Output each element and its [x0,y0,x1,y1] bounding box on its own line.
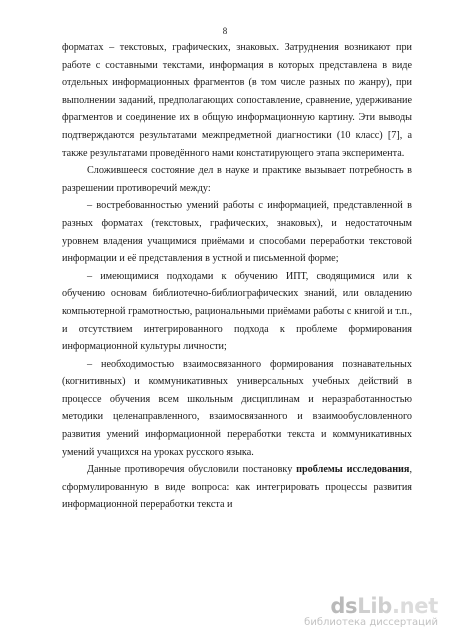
paragraph-difficulties: форматах – текстовых, графических, знаковых. Затруднения возникают при работе с составными текстами, информация в которых представлена в виде отдельных информационных фрагментов (в том числе разных по жанру), при выполнении заданий, предполагающих сопоставление, сравнение, удерживание фрагментов и соединение их в общую информационную картину. Эти выводы подтверждаются результатами межпредметной диагностики (10 класс) [7], а также результатами проведённого нами констатирующего этапа эксперимента. [62,42,412,159]
page-number: 8 [222,26,228,36]
dslib-subtitle: библиотека диссертаций [304,617,438,628]
paragraph-research-problem [62,461,412,514]
research-problem-question: , сформулированную в виде вопроса: как интегрировать процессы развития информационной переработки текста и [62,464,412,511]
dslib-logo: dsLib.net [330,594,438,618]
paragraph-contradiction-3: – необходимостью взаимосвязанного формирования познавательных (когнитивных) и коммуникативных универсальных учебных действий в процессе обучения всем школьным дисциплинам и неразработанностью методики целенаправленного, взаимосвязанного и взаимообусловленного развития умений информационной переработки текста и коммуникативных умений учащихся на уроках русского языка. [62,358,412,458]
paragraph-contradiction-1: – востребованностью умений работы с информацией, представленной в разных форматах (текстовых, графических, знаковых), и недостаточным уровнем владения учащимися приёмами и способами переработки текстовой информации и её представления в устной и письменной форме; [62,200,412,265]
paragraph-contradiction-2: – имеющимися подходами к обучению ИПТ, сводящимися или к обучению основам библиотечно-библиографических знаний, или овладению компьютерной грамотностью, рациональными приёмами работы с книгой и т.п., и отсутствием интегрированного подхода к проблеме формирования информационной культуры личности; [62,270,412,353]
document-body [62,39,412,514]
dslib-watermark [304,595,438,629]
research-problem-term: проблемы исследования [296,464,410,476]
paragraph-contradictions-intro: Сложившееся состояние дел в науке и практике вызывает потребность в разрешении противоречий между: [62,165,412,194]
research-problem-lead: Данные противоречия обусловили постановку [87,464,297,476]
